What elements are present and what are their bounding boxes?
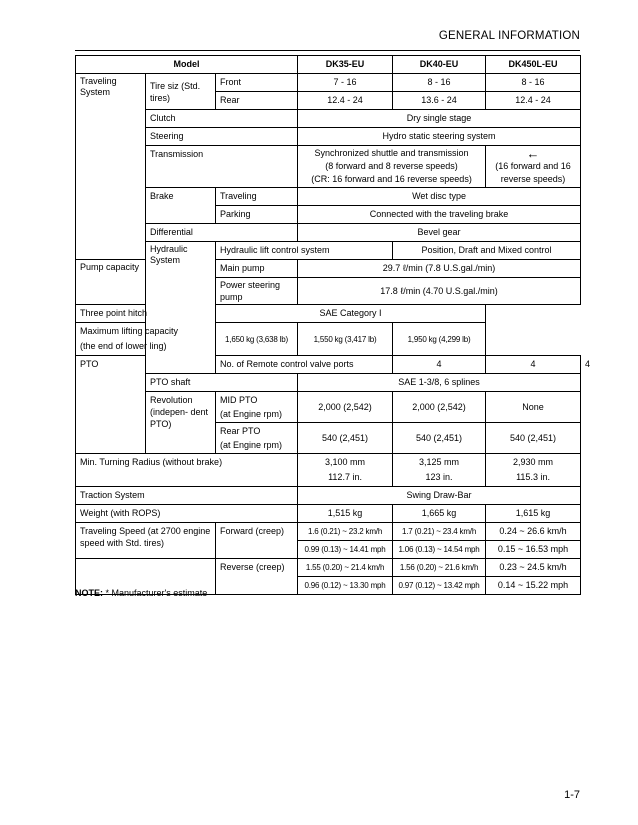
ps-pump-value: 17.8 ℓ/min (4.70 U.S.gal./min): [298, 278, 581, 305]
traction-value: Swing Draw-Bar: [298, 487, 581, 505]
hitch-label: Three point hitch: [76, 305, 216, 323]
rear-pto-value-1: 540 (2,451): [298, 423, 393, 454]
remote-value-2: 4: [486, 356, 581, 374]
lift-value: Position, Draft and Mixed control: [393, 242, 581, 260]
traveling-speed-label: Traveling Speed (at 2700 engine speed with Std. tires): [76, 523, 216, 559]
max-lift-value-1: 1,650 kg (3,638 lb): [216, 323, 298, 356]
weight-value-1: 1,515 kg: [298, 505, 393, 523]
table-row: [76, 110, 581, 128]
turning-mm-3: 2,930 mm: [513, 457, 554, 467]
header-model-3: DK450L-EU: [486, 56, 581, 74]
transmission-label: Transmission: [146, 146, 298, 188]
max-lift-label: [76, 323, 216, 356]
clutch-label: Clutch: [146, 110, 298, 128]
rear-value-1: 12.4 - 24: [298, 92, 393, 110]
fwd-mph-1: 0.99 (0.13) ~ 14.41 mph: [298, 541, 393, 559]
table-row: [76, 305, 581, 323]
max-lift-value-2: 1,550 kg (3,417 lb): [298, 323, 393, 356]
rev-mph-3: 0.14 ~ 15.22 mph: [486, 577, 581, 595]
turning-in-1: 112.7 in.: [328, 472, 362, 482]
turning-mm-2: 3,125 mm: [419, 457, 460, 467]
spec-table: [75, 55, 591, 595]
mid-pto-value-2: 2,000 (2,542): [393, 392, 486, 423]
front-value-1: 7 - 16: [298, 74, 393, 92]
fwd-kmh-1: 1.6 (0.21) ~ 23.2 km/h: [298, 523, 393, 541]
steering-value: Hydro static steering system: [298, 128, 581, 146]
weight-label: Weight (with ROPS): [76, 505, 298, 523]
table-row: [76, 374, 581, 392]
table-row: [76, 188, 581, 206]
rear-pto-line-1: Rear PTO: [220, 426, 261, 436]
traction-label: Traction System: [76, 487, 298, 505]
fwd-kmh-3: 0.24 ~ 26.6 km/h: [486, 523, 581, 541]
lift-label: Hydraulic lift control system: [216, 242, 393, 260]
revolution-label: Revolution (indepen- dent PTO): [146, 392, 216, 454]
mid-pto-line-2: (at Engine rpm): [220, 409, 283, 419]
table-row: [76, 505, 581, 523]
rev-mph-2: 0.97 (0.12) ~ 13.42 mph: [393, 577, 486, 595]
transmission-value-3-text: (16 forward and 16 reverse speeds): [495, 160, 571, 184]
differential-value: Bevel gear: [298, 224, 581, 242]
main-pump-value: 29.7 ℓ/min (7.8 U.S.gal./min): [298, 260, 581, 278]
turning-value-3: [486, 454, 581, 487]
section-header: GENERAL INFORMATION: [438, 30, 580, 42]
transmission-value: [298, 146, 486, 188]
header-model-2: DK40-EU: [393, 56, 486, 74]
traveling-system-label: Traveling System: [76, 74, 146, 260]
turning-in-3: 115.3 in.: [516, 472, 550, 482]
footnote: [75, 588, 207, 598]
clutch-value: Dry single stage: [298, 110, 581, 128]
header-model: Model: [76, 56, 298, 74]
table-row: [76, 559, 581, 577]
table-row: [76, 146, 581, 188]
rear-value-3: 12.4 - 24: [486, 92, 581, 110]
transmission-line-1: Synchronized shuttle and transmission: [314, 148, 469, 158]
tire-size-label: Tire siz (Std. tires): [146, 74, 216, 110]
ps-pump-label: Power steering pump: [216, 278, 298, 305]
rev-mph-1: 0.96 (0.12) ~ 13.30 mph: [298, 577, 393, 595]
left-arrow-icon: ←: [526, 145, 540, 161]
table-header-row: [76, 56, 581, 74]
rev-kmh-3: 0.23 ~ 24.5 km/h: [486, 559, 581, 577]
table-row: PTO No. of Remote control valve ports 4 4 4: [76, 356, 581, 374]
turning-value-1: [298, 454, 393, 487]
brake-traveling-label: Traveling: [216, 188, 298, 206]
differential-label: Differential: [146, 224, 298, 242]
mid-pto-label: [216, 392, 298, 423]
mid-pto-line-1: MID PTO: [220, 395, 258, 405]
mid-pto-value-1: 2,000 (2,542): [298, 392, 393, 423]
rev-kmh-2: 1.56 (0.20) ~ 21.6 km/h: [393, 559, 486, 577]
rev-kmh-1: 1.55 (0.20) ~ 21.4 km/h: [298, 559, 393, 577]
brake-label: Brake: [146, 188, 216, 224]
hydraulic-system-label: Hydraulic System: [146, 242, 216, 374]
weight-value-2: 1,665 kg: [393, 505, 486, 523]
front-label: Front: [216, 74, 298, 92]
pto-shaft-value: SAE 1-3/8, 6 splines: [298, 374, 581, 392]
front-value-3: 8 - 16: [486, 74, 581, 92]
table-row: [76, 392, 581, 423]
page-number: 1-7: [564, 789, 580, 801]
transmission-value-3: [486, 146, 581, 188]
weight-value-3: 1,615 kg: [486, 505, 581, 523]
remote-valve-label: No. of Remote control valve ports: [216, 356, 393, 374]
brake-parking-label: Parking: [216, 206, 298, 224]
table-row: [76, 242, 581, 260]
table-row: [76, 74, 581, 92]
brake-parking-value: Connected with the traveling brake: [298, 206, 581, 224]
table-row: [76, 128, 581, 146]
table-row: [76, 224, 581, 242]
pump-capacity-label: Pump capacity: [76, 260, 146, 305]
note-text: * Manufacturer's estimate: [103, 588, 208, 598]
mid-pto-value-3: None: [486, 392, 581, 423]
transmission-line-2: (8 forward and 8 reverse speeds): [325, 161, 458, 171]
header-rule: [75, 50, 580, 51]
transmission-line-3: (CR: 16 forward and 16 reverse speeds): [311, 174, 472, 184]
rear-pto-value-3: 540 (2,451): [486, 423, 581, 454]
rear-pto-value-2: 540 (2,451): [393, 423, 486, 454]
rear-pto-label: [216, 423, 298, 454]
table-row: [76, 523, 581, 541]
turning-radius-label: Min. Turning Radius (without brake): [76, 454, 298, 487]
turning-value-2: [393, 454, 486, 487]
remote-value-1: 4: [393, 356, 486, 374]
hitch-value: SAE Category I: [216, 305, 486, 323]
brake-traveling-value: Wet disc type: [298, 188, 581, 206]
pto-shaft-label: PTO shaft: [146, 374, 298, 392]
rear-value-2: 13.6 - 24: [393, 92, 486, 110]
rear-label: Rear: [216, 92, 298, 110]
fwd-kmh-2: 1.7 (0.21) ~ 23.4 km/h: [393, 523, 486, 541]
turning-in-2: 123 in.: [425, 472, 453, 482]
header-model-1: DK35-EU: [298, 56, 393, 74]
rear-pto-line-2: (at Engine rpm): [220, 440, 283, 450]
turning-mm-1: 3,100 mm: [325, 457, 366, 467]
front-value-2: 8 - 16: [393, 74, 486, 92]
pto-label: PTO: [76, 356, 146, 454]
forward-label: Forward (creep): [216, 523, 298, 559]
note-label: NOTE:: [75, 588, 103, 598]
max-lift-line-1: Maximum lifting capacity: [80, 326, 179, 336]
fwd-mph-3: 0.15 ~ 16.53 mph: [486, 541, 581, 559]
main-pump-label: Main pump: [216, 260, 298, 278]
table-row: [76, 487, 581, 505]
reverse-label: Reverse (creep): [216, 559, 298, 595]
table-row: [76, 454, 581, 487]
fwd-mph-2: 1.06 (0.13) ~ 14.54 mph: [393, 541, 486, 559]
max-lift-line-2: (the end of lower ling): [80, 341, 167, 351]
table-row: [76, 323, 581, 356]
steering-label: Steering: [146, 128, 298, 146]
max-lift-value-3: 1,950 kg (4,299 lb): [393, 323, 486, 356]
